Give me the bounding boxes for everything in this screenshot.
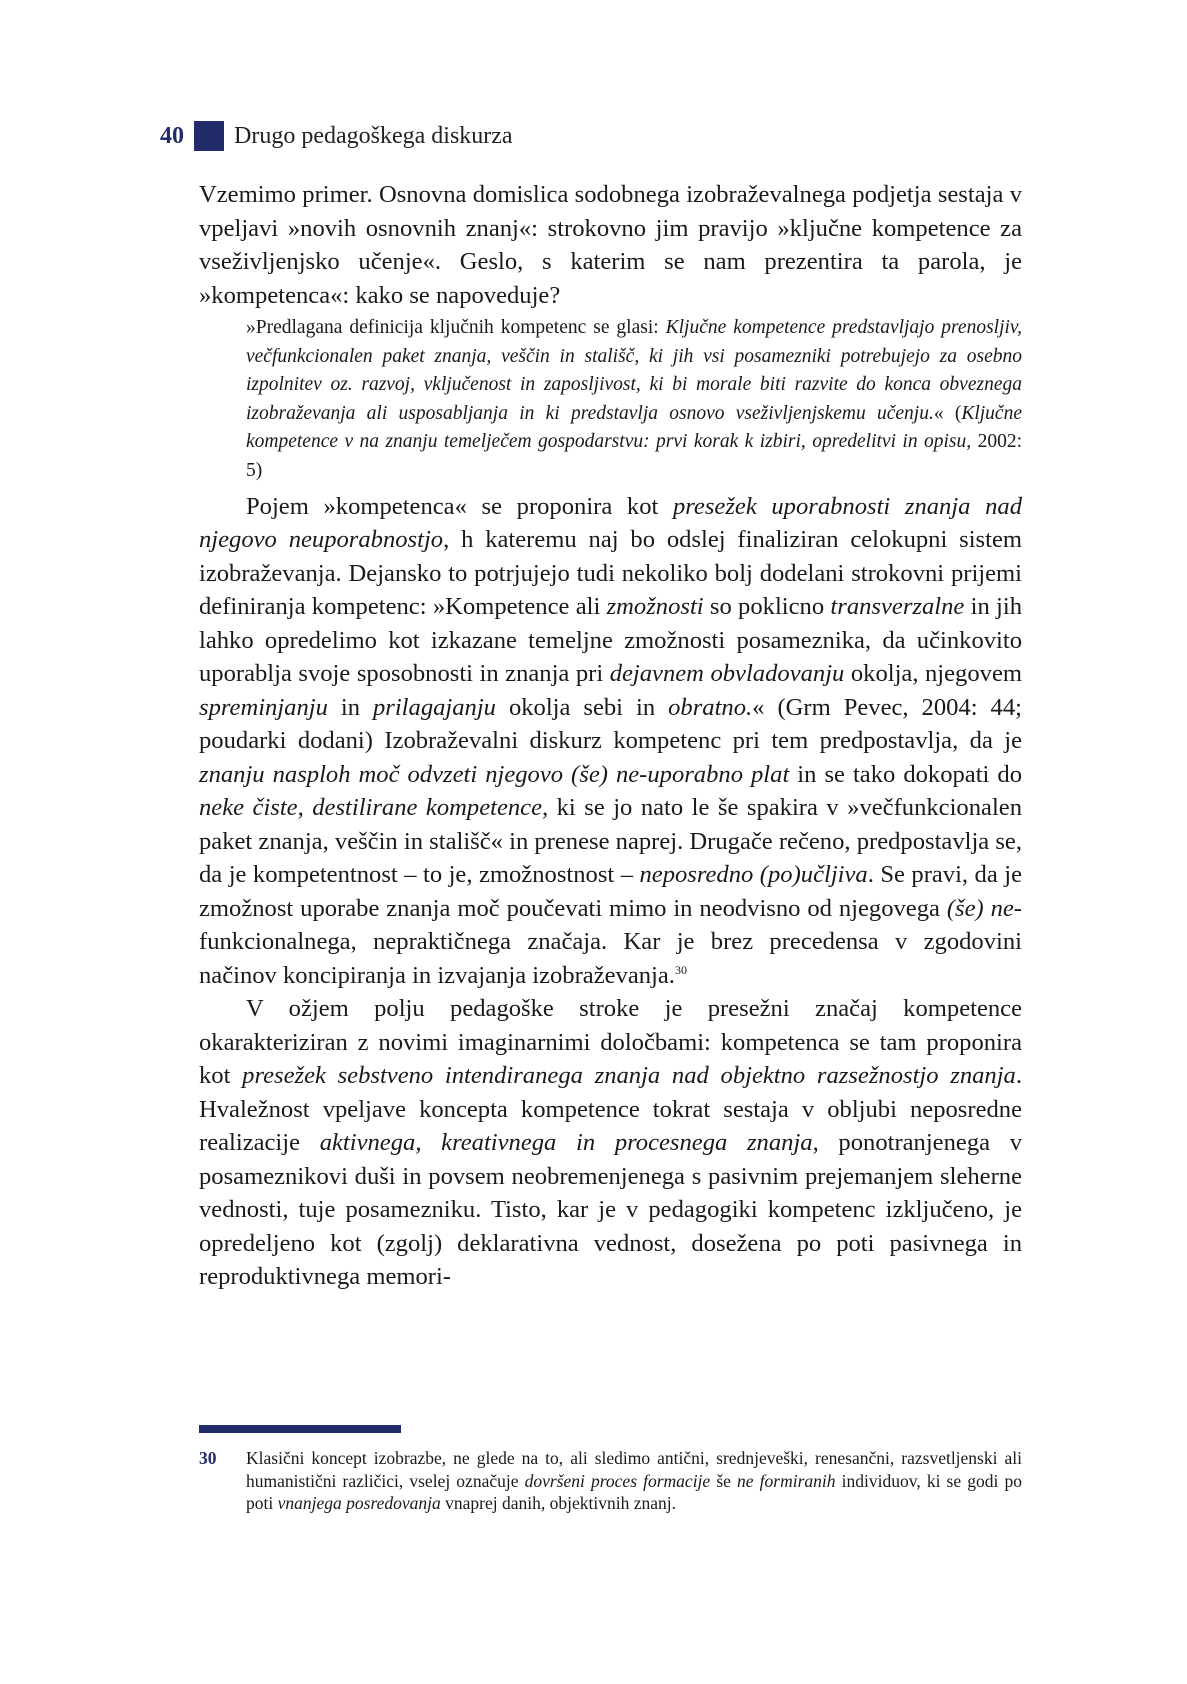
footnote	[199, 1447, 1022, 1515]
p2-emphasis: neke čiste, destilirane kompetence,	[199, 794, 549, 822]
footnote-text	[246, 1447, 1022, 1515]
p3-text: , ponotranjenega v posameznikovi duši in povsem neobremenjenega s pasivnim prejemanjem sleherne vednosti, tuje posamezniku. Tisto, kar je v pedagogiki kompetenc izključeno, je opredeljeno kot (zgolj) deklarativna vednost, dosežena po poti pasivnega in reproduktivnega memori-	[199, 1129, 1023, 1291]
p2-text: , h kateremu naj bo odslej finaliziran celokupni sistem izobraževanja. Dejansko to potrjujejo tudi nekoliko bolj dodelani strokovni prijemi definiranja kompetenc: »Kompetence ali	[199, 526, 1022, 621]
quote-source-year: , 2002: 5)	[246, 431, 1022, 481]
paragraph-2	[199, 490, 1022, 993]
p3-emphasis: aktivnega, kreativnega in procesnega znanja	[319, 1129, 813, 1157]
p2-text: okolja sebi in	[495, 693, 669, 721]
fn-text-part: Klasični koncept izobrazbe, ne glede na to, ali sledimo antični, srednjeveški, renesančni, razsvetljenski ali humanistični različici, vselej označuje	[246, 1448, 1022, 1491]
p2-emphasis: obratno.	[668, 693, 753, 721]
paragraph-1	[199, 178, 1022, 312]
page-number: 40	[160, 122, 184, 149]
quote-source-title: Ključne kompetence v na znanju temelječem gospodarstvu: prvi korak k izbiri, opredelitvi in opisu	[246, 402, 1022, 453]
footnote-number: 30	[199, 1448, 217, 1468]
p2-text: in jih lahko opredelimo kot izkazane temeljne zmožnosti posameznika, da učinkovito uporablja svoje sposobnosti in znanja pri	[199, 593, 1022, 688]
footnote-reference[interactable]: 30	[674, 962, 687, 977]
fn-emphasis: vnanjega posredovanja	[277, 1493, 441, 1513]
fn-emphasis: dovršeni proces formacije	[524, 1470, 711, 1491]
fn-text-part: še	[710, 1470, 738, 1491]
p2-emphasis: (še) ne-	[946, 894, 1022, 922]
p2-emphasis: transverzalne	[830, 593, 965, 621]
paragraph-1-text: Vzemimo primer. Osnovna domislica sodobnega izobraževalnega podjetja sestaja v vpeljavi »novih osnovnih znanj«: strokovno jim pravijo »ključne kompetence za vseživljenjsko učenje«. Geslo, s katerim se nam prezentira ta parola, je »kompetenca«: kako se napoveduje?	[199, 181, 1022, 309]
p2-text: in se tako dokopati do	[789, 760, 1022, 788]
running-title: Drugo pedagoškega diskurza	[234, 122, 513, 149]
quote-intro: »Predlagana definicija ključnih kompetenc se glasi:	[246, 317, 666, 338]
p2-text: funkcionalnega, nepraktičnega značaja. Kar je brez precedensa v zgodovini načinov koncipiranja in izvajanja izobraževanja.	[199, 928, 1022, 989]
p2-text: Pojem »kompetenca« se proponira kot	[246, 492, 673, 520]
paragraph-3	[199, 992, 1022, 1294]
fn-text-part: individuov, ki se godi po poti	[246, 1470, 1022, 1513]
p2-text: in	[327, 693, 373, 721]
footnote-rule	[199, 1425, 401, 1433]
p2-emphasis: presežek uporabnosti znanja nad njegovo neuporabnostjo	[199, 492, 1023, 554]
header-square-mark	[194, 121, 224, 151]
p3-text: V ožjem polju pedagoške stroke je presežni značaj kompetence okarakteriziran z novimi imaginarnimi določbami: kompetenca se tam proponira kot	[199, 995, 1022, 1090]
p2-text: so poklicno	[703, 593, 831, 621]
quote-definition: Ključne kompetence predstavljajo prenosljiv, večfunkcionalen paket znanja, veščin in stališč, ki jih vsi posamezniki potrebujejo za osebno izpolnitev oz. razvoj, vključenost in zaposljivost, ki bi morale biti razvite do konca obveznega izobraževanja ali usposabljanja in ki predstavlja osnovo vseživljenjskemu učenju.	[246, 317, 1022, 424]
fn-emphasis: ne formiranih	[737, 1470, 836, 1491]
block-quote	[246, 314, 1022, 490]
p2-emphasis: znanju nasploh moč odvzeti njegovo (še) ne-uporabno plat	[199, 760, 790, 788]
p3-emphasis: presežek sebstveno intendiranega znanja nad objektno razsežnostjo znanja	[242, 1062, 1016, 1090]
page-header	[160, 118, 513, 154]
p2-emphasis: spreminjanju	[199, 693, 328, 721]
p2-emphasis: dejavnem obvladovanju	[609, 660, 845, 688]
p2-text: ki se jo nato le še spakira v »večfunkcionalen paket znanja, veščin in stališč« in prenese naprej. Drugače rečeno, predpostavlja se, da je kompetentnost – to je, zmožnostnost –	[199, 794, 1022, 889]
p2-emphasis: zmožnosti	[606, 593, 704, 621]
main-text	[199, 178, 1022, 1294]
p2-text: okolja, njegovem	[844, 660, 1022, 688]
p2-text: . Se pravi, da je zmožnost uporabe znanja moč poučevati mimo in neodvisno od njegovega	[199, 861, 1022, 922]
quote-close: « (	[933, 402, 962, 424]
p2-emphasis: neposredno (po)učljiva	[639, 861, 868, 889]
p2-emphasis: prilagajanju	[372, 693, 496, 721]
p2-text: « (Grm Pevec, 2004: 44; poudarki dodani) Izobraževalni diskurz kompetenc pri tem predpostavlja, da je	[199, 693, 1022, 755]
p3-text: . Hvaležnost vpeljave koncepta kompetence tokrat sestaja v obljubi neposredne realizacije	[199, 1062, 1022, 1157]
fn-text-part: vnaprej danih, objektivnih znanj.	[440, 1493, 676, 1513]
